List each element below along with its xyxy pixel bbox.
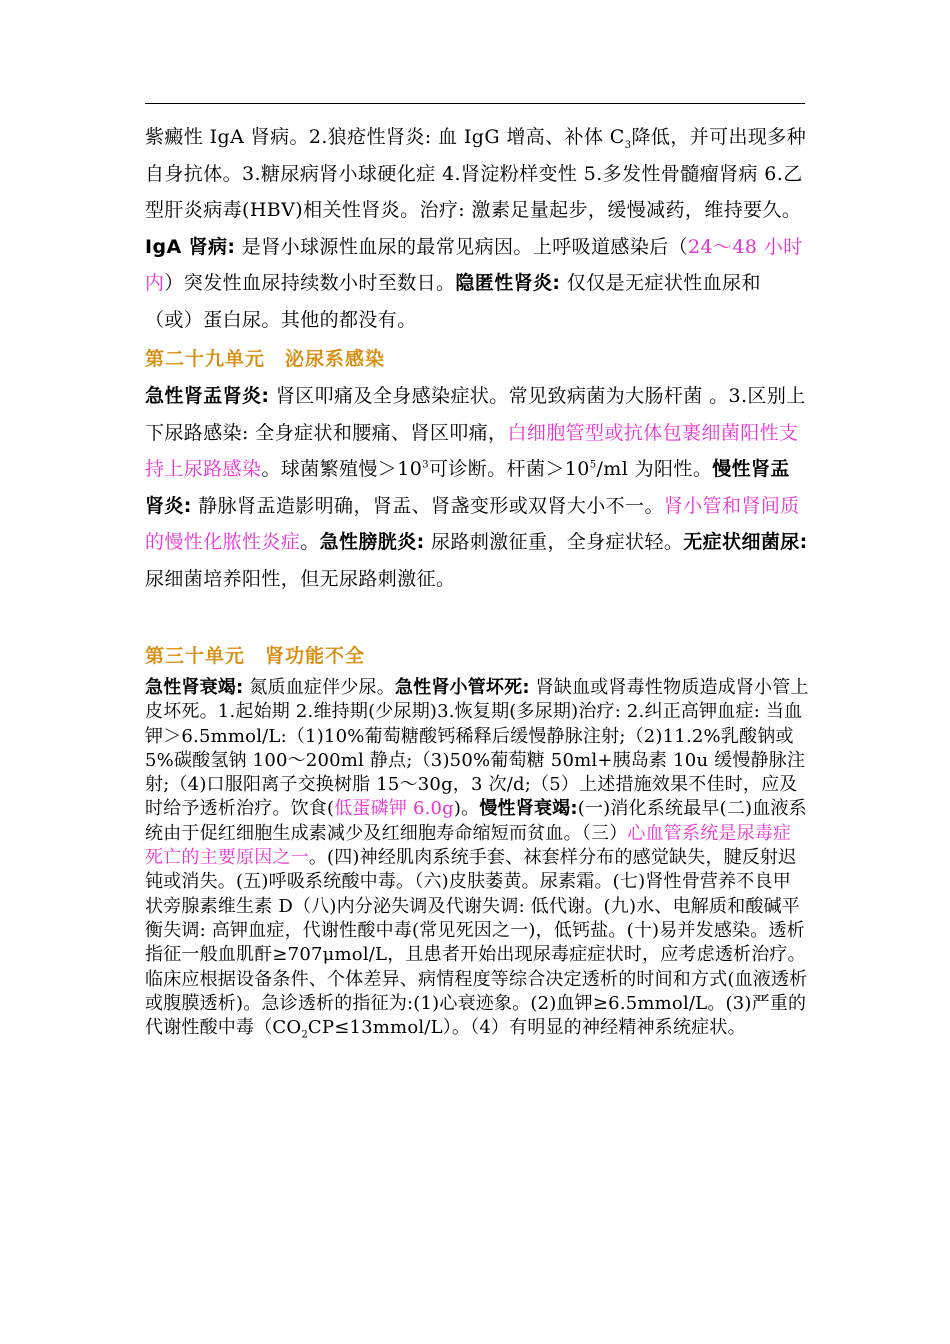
text: 氮质血症伴少尿。 [243, 677, 395, 698]
text: 可诊断。杆菌＞10 [428, 458, 590, 481]
header-rule [145, 103, 805, 104]
term-acute-renal-failure: 急性肾衰竭: [145, 677, 244, 698]
text: 紫癜性 IgA 肾病。2.狼疮性肾炎: 血 IgG 增高、补体 C [145, 126, 625, 148]
paragraph-urinary-infection [145, 378, 809, 598]
highlight-text: 白细胞管型或抗体包裹细菌阳性支持上尿路感染 [145, 421, 799, 481]
text: ）突发性血尿持续数小时至数日。 [164, 272, 456, 294]
section-heading-30: 第三十单元 肾功能不全 [145, 645, 366, 667]
term-asymptomatic-bacteriuria: 无症状细菌尿: [683, 531, 808, 554]
text: 。(四)神经肌肉系统手套、袜套样分布的感觉缺失，腱反射迟钝或消失。(五)呼吸系统酸中毒。（六)皮肤萎黄。尿素霜。(七)肾性骨营养不良甲状旁腺素维生素 D（八)内分泌失调及代谢失调: 低代谢。(九)水、电解质和酸碱平衡失调: 高钾血症，代谢性酸中毒(常见死因之一)，低钙盐。(十)易并发感染。透析指征一般血肌酐≥707μmol/L，且患者开始出现尿毒症症状时，应考虑透析治疗。临床应根据设备条件、个体差异、病情程度等综合决定透析的时间和方式(血液透析或腹膜透析)。急诊透析的指征为:(1)心衰迹象。(2)血钾≥6.5mmol/L。(3)严重的代谢性酸中毒（CO [145, 847, 808, 1039]
text: CP≤13mmol/L）。（4）有明显的神经精神系统症状。 [307, 1017, 746, 1039]
paragraph-nephritis [145, 119, 809, 338]
highlight-text: 24～48 小时内 [145, 235, 803, 294]
term-acute-pyelonephritis: 急性肾盂肾炎: [145, 385, 270, 407]
text: 是肾小球源性血尿的最常见病因。上呼吸道感染后（ [235, 235, 689, 258]
text: (一)消化系统最早(二)血液系统由于促红细胞生成素减少及红细胞寿命缩短而贫血。（三） [145, 798, 807, 844]
term-acute-cystitis: 急性膀胱炎: [319, 531, 425, 554]
highlight-text: 肾小管和肾间质的慢性化脓性炎症 [145, 494, 800, 554]
text: 仅仅是无症状性血尿和（或）蛋白尿。其他的都没有。 [145, 272, 761, 331]
section-heading-29: 第二十九单元 泌尿系感染 [145, 348, 386, 370]
term-chronic-renal-failure: 慢性肾衰竭: [479, 798, 578, 820]
term-latent-nephritis: 隐匿性肾炎: [455, 272, 561, 294]
superscript: 5 [589, 459, 597, 471]
term-chronic-pyelonephritis: 慢性肾盂肾炎: [145, 458, 790, 517]
subscript: 3 [624, 139, 632, 151]
text: 。 [300, 531, 320, 554]
text: /ml 为阳性。 [596, 458, 713, 481]
paragraph-renal-failure [145, 676, 809, 1040]
text: 尿细菌培养阳性，但无尿路刺激征。 [145, 567, 456, 590]
superscript: 3 [422, 459, 429, 471]
text: 肾缺血或肾毒性物质造成肾小管上皮坏死。1.起始期 2.维持期(少尿期)3.恢复期(多尿期)治疗: 2.纠正高钾血症: 当血钾＞6.5mmol/L:（1)10%葡萄糖酸钙稀释后缓慢静脉注射;（2)11.2%乳酸钠或 5%碳酸氢钠 100～200ml 静点;（3)50%葡萄糖 50ml+胰岛素 10u 缓慢静脉注射;（4)口服阳离子交换树脂 15～30g，3 次/d;（5）上述措施效果不佳时，应及时给予透析治疗。饮食( [145, 677, 809, 820]
term-iga-nephropathy: IgA 肾病: [145, 235, 236, 258]
text: 静脉肾盂造影明确，肾盂、肾盏变形或双肾大小不一。 [191, 494, 664, 517]
text: 尿路刺激征重，全身症状轻。 [424, 531, 684, 554]
text: 降低，并可出现多种自身抗体。3.糖尿病肾小球硬化症 4.肾淀粉样变性 5.多发性骨髓瘤肾病 6.乙型肝炎病毒(HBV)相关性肾炎。治疗: 激素足量起步，缓慢减药，维持要久。 [145, 126, 807, 221]
subscript: 2 [301, 1029, 308, 1041]
highlight-text: 低蛋磷钾 6.0g [334, 798, 454, 820]
text: 。球菌繁殖慢＞10 [261, 458, 423, 481]
text: )。 [453, 798, 480, 820]
highlight-text: 心血管系统是尿毒症死亡的主要原因之一 [145, 822, 792, 869]
text: 肾区叩痛及全身感染症状。常见致病菌为大肠杆菌 。3.区别上下尿路感染: 全身症状和腰痛、肾区叩痛， [145, 385, 806, 444]
term-acute-tubular-necrosis: 急性肾小管坏死: [394, 677, 530, 698]
